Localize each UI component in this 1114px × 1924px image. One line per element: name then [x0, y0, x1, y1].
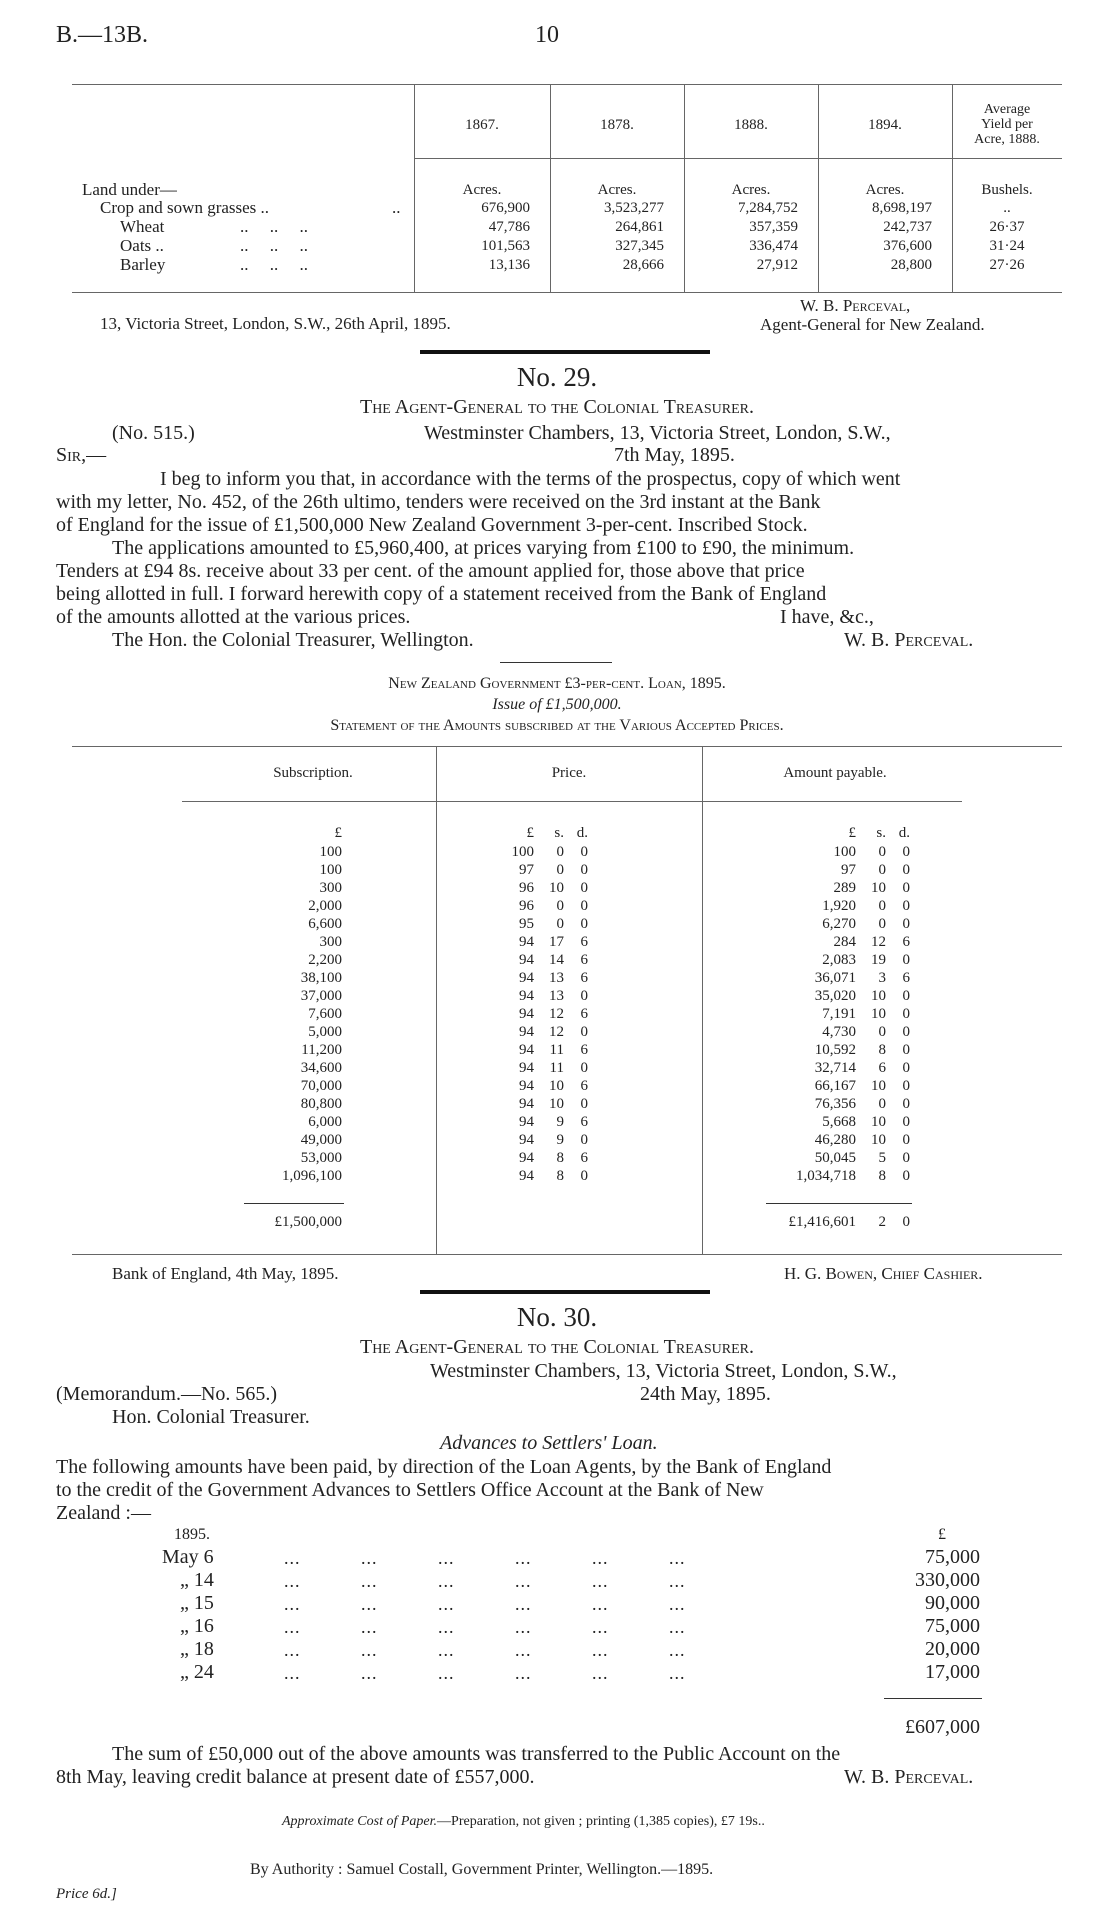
closing-line: 8th May, leaving credit balance at present date of £557,000.	[56, 1766, 535, 1788]
subscription-cell: 7,600	[308, 1006, 342, 1022]
payment-date: May 6	[162, 1546, 214, 1568]
amount-pence-column: 0 0 0 0 0 6 0 6 0 0 0 0 0 0 0 0 0 0 0	[902, 844, 910, 1184]
letter-date: 7th May, 1895.	[614, 444, 735, 466]
total-subscription: £1,500,000	[274, 1214, 342, 1230]
letter-date: 24th May, 1895.	[640, 1383, 771, 1405]
col-1867: 1867.	[465, 117, 499, 133]
col-yield-header: Average Yield per Acre, 1888.	[974, 102, 1040, 147]
intro-line: Zealand :—	[56, 1502, 151, 1524]
section-rule	[420, 1290, 710, 1294]
amount-pounds-column: 100 97 289 1,920 6,270 284 2,083 36,071 35,020 7,191 4,730 10,592 32,714 66,167 76,356 5,668 46,280 50,045 1,034,718	[796, 844, 856, 1184]
header-subscription: Subscription.	[273, 765, 353, 781]
subscription-cell: 2,000	[308, 898, 342, 914]
signature-name: W. B. Perceval,	[800, 296, 911, 315]
col-1878: 1878.	[600, 117, 634, 133]
payment-date: „ 24	[180, 1661, 214, 1683]
loan-statement: Statement of the Amounts subscribed at the Various Accepted Prices.	[330, 717, 784, 734]
subscription-cell: 80,800	[300, 1096, 342, 1112]
memo-ref: (Memorandum.—No. 565.)	[56, 1383, 278, 1405]
total-amount-pence: 0	[902, 1214, 910, 1230]
payment-amount: 17,000	[925, 1661, 980, 1683]
subscription-cell: 70,000	[300, 1078, 342, 1094]
pound-unit: £	[938, 1526, 946, 1543]
body-line: of the amounts allotted at the various prices.	[56, 606, 411, 628]
loan-footer-right: H. G. Bowen, Chief Cashier.	[784, 1264, 983, 1283]
col-1888: 1888.	[734, 117, 768, 133]
land-row-label: Wheat	[120, 217, 165, 236]
col-1894: 1894.	[868, 117, 902, 133]
subscription-column	[240, 843, 342, 1185]
payment-amount: 90,000	[925, 1592, 980, 1614]
signature-title: Agent-General for New Zealand.	[760, 315, 985, 334]
section-rule	[420, 350, 710, 354]
body-line: of England for the issue of £1,500,000 New Zealand Government 3-per-cent. Inscribed Stock.	[56, 514, 808, 536]
subscription-cell: 6,000	[308, 1114, 342, 1130]
price-note: Price 6d.]	[56, 1886, 117, 1902]
addressee: The Hon. the Colonial Treasurer, Wellington.	[112, 629, 474, 651]
price-pounds-column: 100 97 96 96 95 94 94 94 94 94 94 94 94 94 94 94 94 94 94	[511, 844, 534, 1184]
letter-address: Westminster Chambers, 13, Victoria Street, London, S.W.,	[430, 1360, 897, 1382]
header-price: Price.	[551, 765, 587, 781]
payment-date: „ 14	[180, 1569, 214, 1591]
subscription-cell: 49,000	[300, 1132, 342, 1148]
subscription-cell: 100	[319, 862, 342, 878]
closing-line: The sum of £50,000 out of the above amounts was transferred to the Public Account on the	[112, 1743, 841, 1765]
total-amount-shillings: 2	[878, 1214, 886, 1230]
letter-address-date: 13, Victoria Street, London, S.W., 26th April, 1895.	[100, 314, 451, 333]
section-title: Advances to Settlers' Loan.	[440, 1432, 658, 1454]
subscription-cell: 300	[319, 934, 342, 950]
salutation: Sir,—	[56, 444, 107, 466]
subscription-cell: 6,600	[308, 916, 342, 932]
document-ref: B.—13B.	[56, 22, 149, 48]
subscription-cell: 11,200	[301, 1042, 342, 1058]
payment-date: „ 15	[180, 1592, 214, 1614]
signature: W. B. Perceval.	[844, 1766, 974, 1788]
amount-shillings-column: 0 0 10 0 0 12 19 3 10 10 0 8 6 10 0 10 10 5 8	[871, 844, 886, 1184]
subscription-cell: 100	[319, 844, 342, 860]
payment-date: „ 16	[180, 1615, 214, 1637]
signature: W. B. Perceval.	[844, 629, 974, 651]
price-shillings-column: 0 0 10 0 0 17 14 13 13 12 12 11 11 10 10 9 9 8 8	[549, 844, 564, 1184]
body-line: being allotted in full. I forward herewith copy of a statement received from the Bank of England	[56, 583, 827, 605]
total-amount-pounds: £1,416,601	[788, 1214, 856, 1230]
letter-number-30: No. 30.	[516, 1302, 598, 1332]
body-line: with my letter, No. 452, of the 26th ultimo, tenders were received on the 3rd instant at the Bank	[56, 491, 821, 513]
subscription-cell: 53,000	[300, 1150, 342, 1166]
payment-amount: 330,000	[915, 1569, 980, 1591]
letter-subtitle: The Agent-General to the Colonial Treasurer.	[359, 1336, 754, 1358]
payments-total: £607,000	[905, 1716, 980, 1738]
memo-to: Hon. Colonial Treasurer.	[112, 1406, 310, 1428]
intro-line: to the credit of the Government Advances to Settlers Office Account at the Bank of New	[56, 1479, 764, 1501]
loan-issue: Issue of £1,500,000.	[492, 696, 622, 713]
year-label: 1895.	[174, 1526, 210, 1543]
payment-amount: 75,000	[925, 1615, 980, 1637]
cost-note: Approximate Cost of Paper.—Preparation, not given ; printing (1,385 copies), £7 19s..	[282, 1814, 765, 1829]
loan-title: New Zealand Government £3-per-cent. Loan, 1895.	[388, 675, 726, 692]
letter-subtitle: The Agent-General to the Colonial Treasurer.	[359, 396, 754, 418]
loan-footer-left: Bank of England, 4th May, 1895.	[112, 1264, 339, 1283]
land-row-label: Crop and sown grasses ..	[100, 198, 270, 217]
price-pence-column: 0 0 0 0 0 6 6 6 0 6 0 6 0 6 0 6 0 6 0	[580, 844, 588, 1184]
closing: I have, &c.,	[780, 606, 874, 628]
land-row-label: Barley	[120, 255, 166, 274]
subscription-cell: 5,000	[308, 1024, 342, 1040]
subscription-cell: 1,096,100	[282, 1168, 342, 1184]
subscription-cell: 2,200	[308, 952, 342, 968]
payment-amount: 75,000	[925, 1546, 980, 1568]
row-label-title: Land under—	[82, 180, 177, 199]
subscription-cell: 38,100	[300, 970, 342, 986]
intro-line: The following amounts have been paid, by direction of the Loan Agents, by the Bank of England	[56, 1456, 832, 1478]
land-row-label: Oats ..	[120, 236, 164, 255]
body-line: I beg to inform you that, in accordance with the terms of the prospectus, copy of which went	[160, 468, 901, 490]
body-line: The applications amounted to £5,960,400, at prices varying from £100 to £90, the minimum.	[112, 537, 855, 559]
printer-authority: By Authority : Samuel Costall, Government Printer, Wellington.—1895.	[250, 1861, 714, 1878]
letter-address: Westminster Chambers, 13, Victoria Street, London, S.W.,	[424, 422, 891, 444]
header-amount: Amount payable.	[783, 765, 887, 781]
subscription-cell: 37,000	[300, 988, 342, 1004]
letter-ref: (No. 515.)	[112, 422, 195, 444]
payment-amount: 20,000	[925, 1638, 980, 1660]
subscription-cell: 34,600	[300, 1060, 342, 1076]
payment-date: „ 18	[180, 1638, 214, 1660]
letter-number-29: No. 29.	[516, 362, 598, 392]
page-number: 10	[535, 22, 559, 48]
subscription-cell: 300	[319, 880, 342, 896]
body-line: Tenders at £94 8s. receive about 33 per cent. of the amount applied for, those above that price	[56, 560, 805, 582]
